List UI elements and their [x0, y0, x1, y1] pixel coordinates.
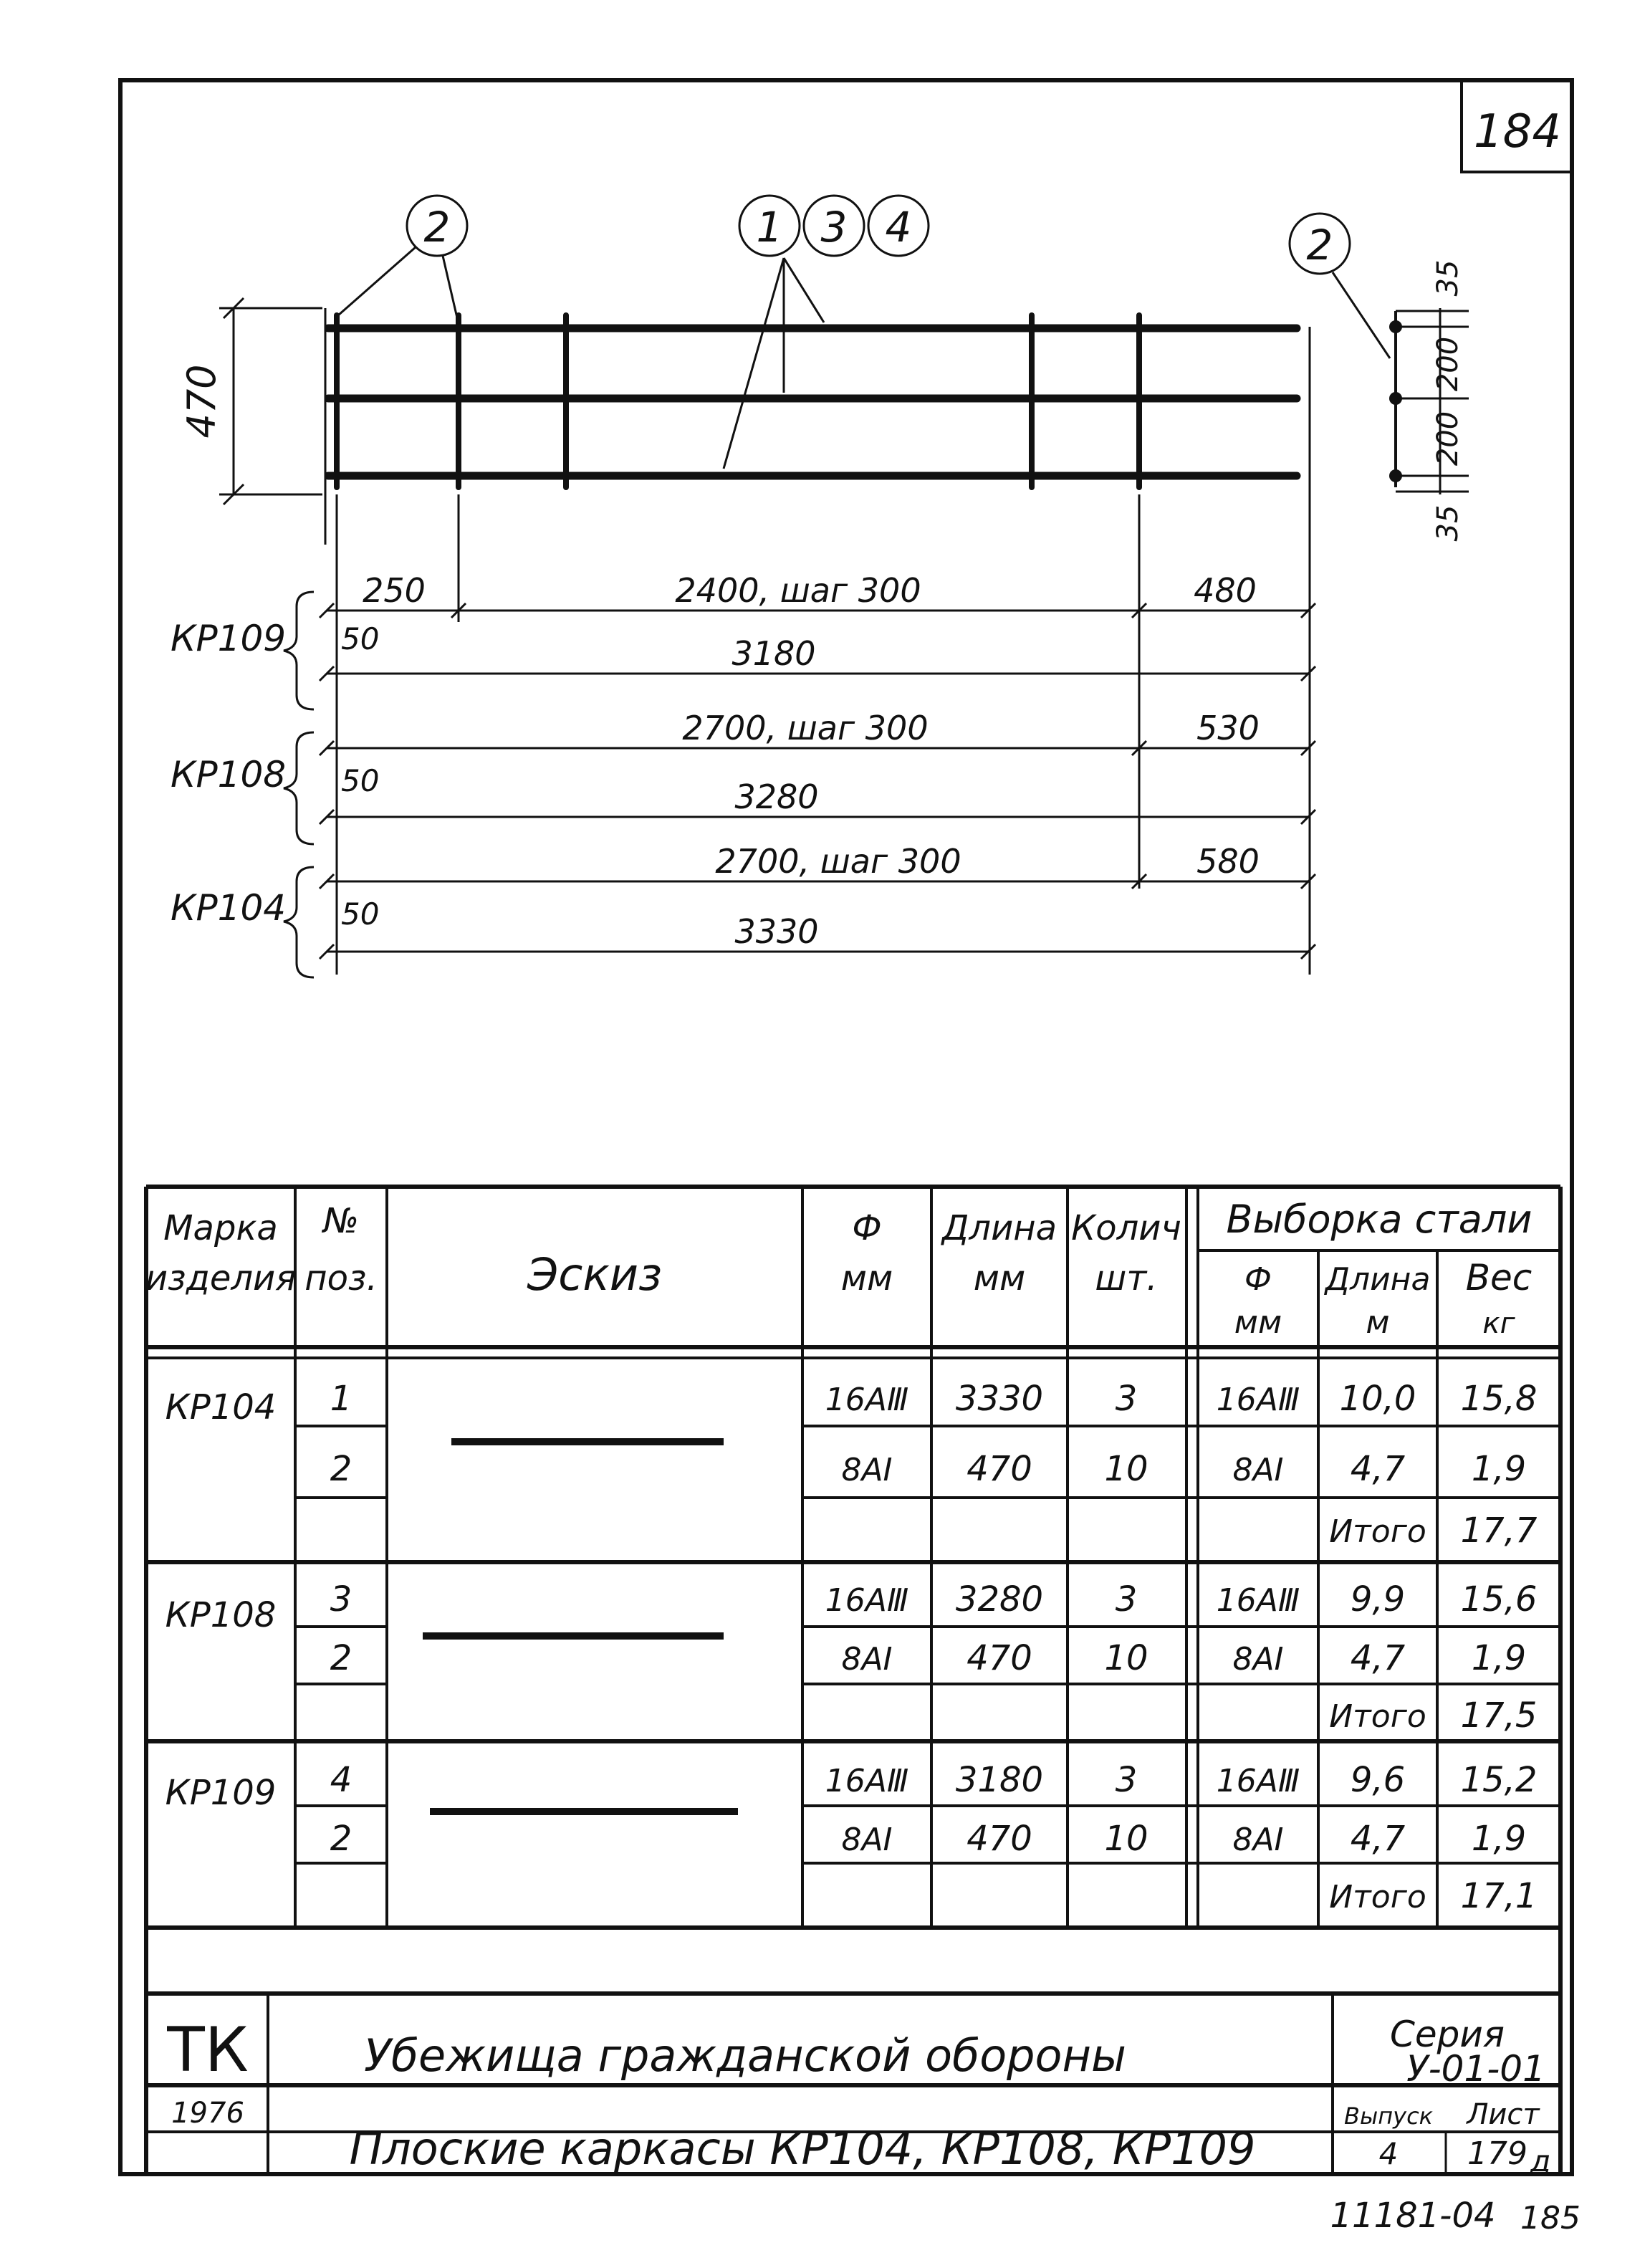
kp109-mark: КР109 — [171, 618, 287, 659]
svg-text:3280: 3280 — [955, 1579, 1044, 1619]
svg-text:1,9: 1,9 — [1471, 1449, 1527, 1489]
svg-text:3: 3 — [1115, 1760, 1138, 1800]
total-value: 17,1 — [1460, 1876, 1538, 1916]
svg-text:КР104: КР104 — [165, 1387, 277, 1427]
svg-text:16АⅢ: 16АⅢ — [1216, 1582, 1300, 1619]
sheet-value: 179 — [1467, 2135, 1527, 2172]
svg-text:470: 470 — [967, 1638, 1032, 1678]
svg-text:10: 10 — [1104, 1449, 1148, 1489]
cross-section — [1389, 260, 1469, 542]
svg-text:250: 250 — [363, 571, 426, 610]
kp104-mark: КР104 — [171, 887, 287, 929]
sheet-number: 184 — [1473, 105, 1562, 158]
svg-text:3: 3 — [820, 203, 848, 252]
svg-text:3: 3 — [1115, 1579, 1138, 1619]
kp108-mark: КР108 — [171, 754, 287, 795]
table-row — [330, 1638, 1526, 1678]
svg-text:9,6: 9,6 — [1350, 1760, 1406, 1800]
footer-page: 185 — [1520, 2200, 1581, 2236]
svg-text:2: 2 — [330, 1449, 352, 1489]
svg-text:4: 4 — [330, 1760, 352, 1800]
svg-text:3330: 3330 — [734, 912, 819, 951]
doc-title: Убежища гражданской обороны — [364, 2029, 1126, 2082]
svg-text:2: 2 — [423, 203, 451, 252]
callout-right — [1290, 214, 1390, 358]
svg-text:КР109: КР109 — [165, 1773, 277, 1813]
table-row — [330, 1379, 1538, 1419]
svg-text:10: 10 — [1104, 1819, 1148, 1859]
svg-text:8АⅠ: 8АⅠ — [1232, 1452, 1284, 1488]
table-row — [330, 1579, 1538, 1619]
svg-text:16АⅢ: 16АⅢ — [1216, 1763, 1300, 1799]
svg-text:16АⅢ: 16АⅢ — [825, 1382, 909, 1418]
total-label: Итого — [1329, 1513, 1426, 1550]
svg-text:Выборка стали: Выборка стали — [1226, 1197, 1533, 1242]
svg-text:50: 50 — [341, 621, 380, 656]
sheet-suffix: д — [1530, 2143, 1551, 2178]
issue-label: Выпуск — [1344, 2102, 1433, 2130]
table-row — [330, 1819, 1526, 1859]
year: 1976 — [171, 2097, 244, 2130]
svg-text:3: 3 — [1115, 1379, 1138, 1419]
sheet-number-box — [1462, 80, 1572, 172]
svg-text:Ф: Ф — [1244, 1261, 1272, 1298]
svg-text:№: № — [323, 1201, 359, 1241]
svg-text:2: 2 — [330, 1638, 352, 1678]
table-row — [330, 1449, 1526, 1489]
svg-text:м: м — [1366, 1304, 1390, 1341]
svg-text:поз.: поз. — [304, 1258, 378, 1298]
svg-text:мм: мм — [973, 1258, 1026, 1298]
svg-text:10,0: 10,0 — [1339, 1379, 1416, 1419]
svg-text:шт.: шт. — [1095, 1258, 1158, 1298]
svg-text:10: 10 — [1104, 1638, 1148, 1678]
callout-left — [338, 196, 467, 324]
footer-code: 11181-04 — [1330, 2196, 1496, 2236]
svg-text:4: 4 — [885, 203, 912, 252]
svg-text:2400, шаг 300: 2400, шаг 300 — [675, 571, 921, 610]
series-value: У-01-01 — [1406, 2048, 1545, 2090]
svg-text:8АⅠ: 8АⅠ — [841, 1822, 893, 1858]
svg-text:50: 50 — [341, 896, 380, 932]
table-row — [330, 1760, 1538, 1800]
svg-text:9,9: 9,9 — [1350, 1579, 1406, 1619]
svg-text:16АⅢ: 16АⅢ — [1216, 1382, 1300, 1418]
svg-text:8АⅠ: 8АⅠ — [1232, 1641, 1284, 1678]
svg-text:3280: 3280 — [734, 777, 819, 816]
svg-text:4,7: 4,7 — [1350, 1638, 1406, 1678]
total-value: 17,5 — [1460, 1695, 1538, 1736]
svg-text:8АⅠ: 8АⅠ — [1232, 1822, 1284, 1858]
svg-text:КР108: КР108 — [165, 1595, 277, 1635]
height-dimension — [179, 298, 322, 504]
svg-text:2700, шаг 300: 2700, шаг 300 — [715, 842, 961, 881]
table-header — [145, 1197, 1533, 1341]
svg-text:50: 50 — [341, 763, 380, 798]
table-group-kp109 — [166, 1760, 1538, 1916]
svg-text:3180: 3180 — [955, 1760, 1044, 1800]
sheet-label: Лист — [1467, 2098, 1540, 2131]
svg-text:35: 35 — [1431, 504, 1464, 542]
svg-text:15,2: 15,2 — [1460, 1760, 1538, 1800]
total-value: 17,7 — [1460, 1511, 1538, 1551]
series-label: Серия — [1390, 2014, 1505, 2055]
dims-kp108 — [171, 709, 1315, 844]
svg-text:мм: мм — [1234, 1304, 1282, 1341]
svg-text:изделия: изделия — [145, 1258, 297, 1298]
dims-kp104 — [171, 842, 1315, 977]
svg-text:470: 470 — [967, 1449, 1032, 1489]
svg-text:1: 1 — [756, 203, 783, 252]
svg-text:Длина: Длина — [1325, 1261, 1431, 1298]
total-label: Итого — [1329, 1698, 1426, 1735]
svg-text:3180: 3180 — [732, 634, 816, 673]
svg-text:Длина: Длина — [941, 1208, 1057, 1248]
table-group-kp108 — [166, 1579, 1538, 1736]
svg-text:4,7: 4,7 — [1350, 1449, 1406, 1489]
height-dimension-label: 470 — [179, 364, 224, 439]
svg-text:580: 580 — [1196, 842, 1260, 881]
svg-text:8АⅠ: 8АⅠ — [841, 1452, 893, 1488]
spec-table — [145, 1187, 1560, 1928]
svg-text:8АⅠ: 8АⅠ — [841, 1641, 893, 1678]
svg-text:Вес: Вес — [1465, 1257, 1533, 1298]
svg-text:Ф: Ф — [852, 1208, 882, 1248]
total-label: Итого — [1329, 1879, 1426, 1915]
svg-text:15,6: 15,6 — [1460, 1579, 1538, 1619]
svg-text:3330: 3330 — [955, 1379, 1044, 1419]
svg-text:2: 2 — [330, 1819, 352, 1859]
title-block — [146, 1928, 1560, 2178]
svg-text:мм: мм — [840, 1258, 893, 1298]
dims-kp109 — [171, 571, 1315, 709]
svg-text:200: 200 — [1431, 336, 1464, 392]
org-code: ТК — [167, 2014, 249, 2086]
svg-text:Эскиз: Эскиз — [527, 1248, 663, 1301]
svg-text:1,9: 1,9 — [1471, 1819, 1527, 1859]
svg-text:15,8: 15,8 — [1460, 1379, 1538, 1419]
issue-value: 4 — [1378, 2136, 1399, 2171]
svg-text:480: 480 — [1194, 571, 1257, 610]
svg-text:2700, шаг 300: 2700, шаг 300 — [682, 709, 929, 747]
svg-text:2: 2 — [1306, 221, 1333, 269]
svg-text:470: 470 — [967, 1819, 1032, 1859]
svg-text:16АⅢ: 16АⅢ — [825, 1582, 909, 1619]
table-group-kp104 — [166, 1379, 1538, 1551]
svg-text:200: 200 — [1431, 411, 1464, 466]
svg-text:1,9: 1,9 — [1471, 1638, 1527, 1678]
svg-text:16АⅢ: 16АⅢ — [825, 1763, 909, 1799]
svg-text:35: 35 — [1431, 259, 1464, 297]
doc-subtitle: Плоские каркасы КР104, КР108, КР109 — [349, 2123, 1256, 2175]
svg-text:Марка: Марка — [163, 1208, 278, 1248]
svg-text:1: 1 — [330, 1379, 352, 1419]
svg-text:Колич: Колич — [1071, 1208, 1181, 1248]
svg-text:кг: кг — [1482, 1307, 1515, 1340]
svg-text:3: 3 — [330, 1579, 352, 1619]
svg-text:530: 530 — [1196, 709, 1260, 747]
svg-text:4,7: 4,7 — [1350, 1819, 1406, 1859]
